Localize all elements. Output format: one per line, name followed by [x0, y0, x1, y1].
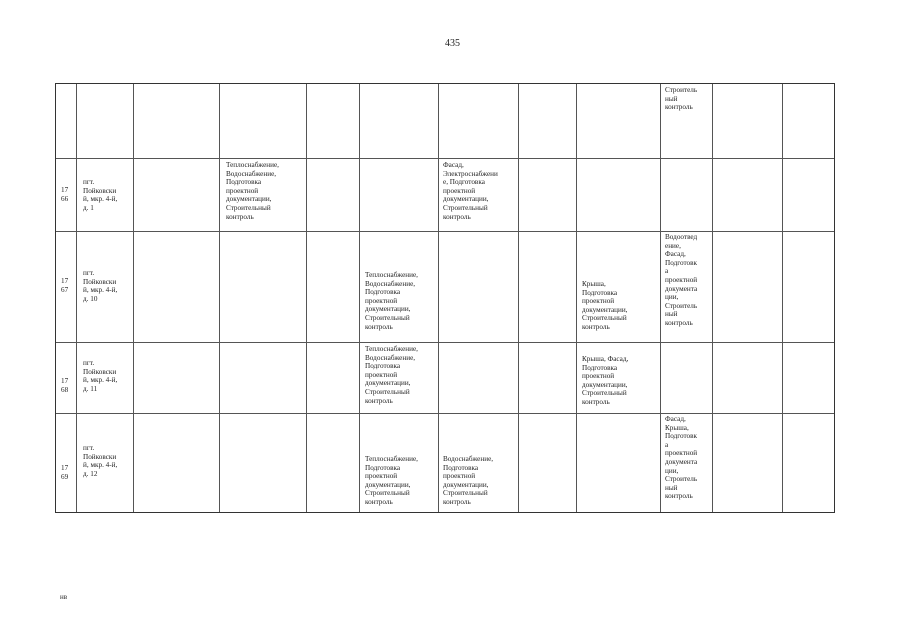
- table-cell: Теплоснабжение, Водоснабжение, Подготовка проектной документации, Строительный контроль: [226, 161, 279, 221]
- table-cell: Крыша, Фасад, Подготовка проектной документации, Строительный контроль: [582, 355, 629, 406]
- row-divider: [56, 342, 834, 343]
- table-cell: Теплоснабжение, Водоснабжение, Подготовка проектной документации, Строительный контроль: [365, 271, 418, 331]
- row-address: пгт. Пойковски й, мкр. 4-й, д. 11: [83, 359, 118, 393]
- table-cell: Строитель ный контроль: [665, 86, 698, 112]
- column-divider: [576, 84, 577, 512]
- column-divider: [133, 84, 134, 512]
- table-cell: Фасад, Электроснабжени е, Подготовка проектной документации, Строительный контроль: [443, 161, 498, 221]
- row-number: 17 66: [61, 186, 69, 203]
- row-number: 17 67: [61, 277, 69, 294]
- table-cell: Теплоснабжение, Подготовка проектной документации, Строительный контроль: [365, 455, 418, 506]
- column-divider: [438, 84, 439, 512]
- footer-mark: нв: [60, 593, 68, 601]
- column-divider: [359, 84, 360, 512]
- column-divider: [712, 84, 713, 512]
- works-table: [55, 83, 835, 513]
- table-cell: Водоотвед ение, Фасад, Подготовк а проектной документа ции, Строитель ный контроль: [665, 233, 698, 327]
- row-divider: [56, 158, 834, 159]
- column-divider: [219, 84, 220, 512]
- row-address: пгт. Пойковски й, мкр. 4-й, д. 1: [83, 178, 118, 212]
- table-cell: Водоснабжение, Подготовка проектной документации, Строительный контроль: [443, 455, 494, 506]
- table-cell: Теплоснабжение, Водоснабжение, Подготовка проектной документации, Строительный контроль: [365, 345, 418, 405]
- column-divider: [660, 84, 661, 512]
- row-address: пгт. Пойковски й, мкр. 4-й, д. 12: [83, 444, 118, 478]
- row-number: 17 69: [61, 464, 69, 481]
- column-divider: [306, 84, 307, 512]
- column-divider: [782, 84, 783, 512]
- row-divider: [56, 413, 834, 414]
- column-divider: [518, 84, 519, 512]
- row-address: пгт. Пойковски й, мкр. 4-й, д. 10: [83, 269, 118, 303]
- row-divider: [56, 231, 834, 232]
- row-number: 17 68: [61, 377, 69, 394]
- column-divider: [76, 84, 77, 512]
- table-cell: Крыша, Подготовка проектной документации, Строительный контроль: [582, 280, 628, 331]
- table-cell: Фасад, Крыша, Подготовк а проектной документа ции, Строитель ный контроль: [665, 415, 698, 501]
- page-number: 435: [445, 38, 460, 49]
